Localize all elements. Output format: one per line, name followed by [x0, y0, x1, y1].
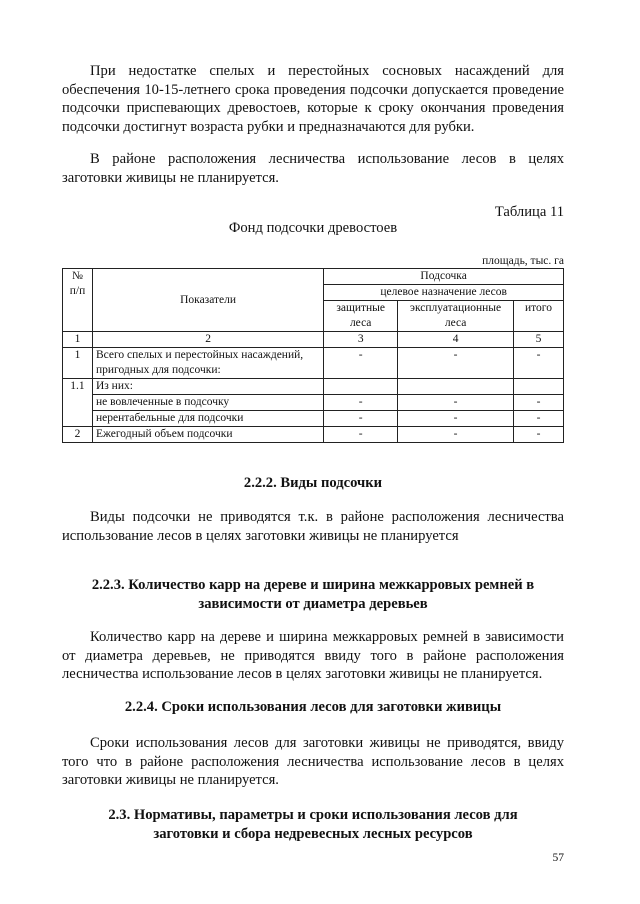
index-cell: 4 — [398, 332, 514, 348]
row-name: Ежегодный объем подсочки — [92, 427, 323, 443]
row-name: Из них: — [92, 379, 323, 395]
table-label: Таблица 11 — [494, 204, 564, 220]
section-text-2-2-4: Сроки использования лесов для заготовки живицы не приводятся, ввиду того что в районе расположения лесничества использование лесов в целях заготовки живицы не планируется. — [62, 735, 564, 789]
row-operational: - — [398, 395, 514, 411]
row-name: нерентабельные для подсочки — [92, 411, 323, 427]
heading-line: 2.3. Нормативы, параметры и сроки использования лесов для — [108, 807, 518, 823]
table-header-row — [63, 269, 564, 285]
heading-line: зависимости от диаметра деревьев — [198, 595, 428, 612]
row-protective: - — [324, 395, 398, 411]
table-row — [63, 348, 564, 379]
row-name: Всего спелых и перестойных насаждений, пригодных для подсочки: — [92, 348, 323, 379]
row-operational: - — [398, 427, 514, 443]
row-protective: - — [324, 427, 398, 443]
row-operational: - — [398, 348, 514, 379]
row-total: - — [514, 348, 564, 379]
index-cell: 1 — [63, 332, 93, 348]
paragraph-tapping-shortage: При недостатке спелых и перестойных сосновых насаждений для обеспечения 10-15-летнего срока проведения подсочки допускается проведение подсочки приспевающих древостоев, которые к сроку окончания проведения подсочки достигнут возраста рубки и предназначаются для рубки. — [62, 63, 564, 135]
header-operational: эксплуатационные леса — [398, 301, 514, 332]
paragraph-no-resin-plans: В районе расположения лесничества использование лесов в целях заготовки живицы не планируется. — [62, 151, 564, 186]
table-row — [63, 411, 564, 427]
section-text-2-2-3: Количество карр на дереве и ширина межкарровых ремней в зависимости от диаметра деревьев, не приводятся ввиду того в районе расположения лесничества использование лесов в целях заготовки живицы не планируется. — [62, 629, 564, 683]
heading-line: заготовки и сбора недревесных лесных ресурсов — [153, 825, 473, 842]
row-total: - — [514, 427, 564, 443]
section-heading-2-2-4: 2.2.4. Сроки использования лесов для заготовки живицы — [124, 699, 502, 715]
row-num: 1.1 — [63, 379, 93, 427]
index-cell: 2 — [92, 332, 323, 348]
index-cell: 3 — [324, 332, 398, 348]
header-indicators: Показатели — [92, 269, 323, 332]
row-total: - — [514, 395, 564, 411]
section-text-2-2-2: Виды подсочки не приводятся т.к. в районе расположения лесничества использование лесов в целях заготовки живицы не планируется — [62, 509, 564, 544]
row-name: не вовлеченные в подсочку — [92, 395, 323, 411]
table-title: Фонд подсочки древостоев — [228, 220, 398, 236]
row-operational — [398, 379, 514, 395]
table-row — [63, 395, 564, 411]
table-row — [63, 427, 564, 443]
heading-line: 2.2.3. Количество карр на дереве и ширина межкарровых ремней в — [91, 577, 535, 593]
table-unit: площадь, тыс. га — [482, 255, 564, 267]
header-tapping: Подсочка — [324, 269, 564, 285]
row-num: 2 — [63, 427, 93, 443]
index-cell: 5 — [514, 332, 564, 348]
header-protective: защитные леса — [324, 301, 398, 332]
page-number: 57 — [552, 852, 564, 864]
header-purpose: целевое назначение лесов — [324, 285, 564, 301]
section-heading-2-2-2: 2.2.2. Виды подсочки — [243, 475, 383, 491]
table-index-row — [63, 332, 564, 348]
row-num: 1 — [63, 348, 93, 379]
tapping-fund-table — [62, 268, 564, 443]
section-heading-2-3 — [62, 806, 564, 843]
row-protective: - — [324, 411, 398, 427]
header-num: № п/п — [63, 269, 93, 332]
section-heading-2-2-3 — [62, 576, 564, 613]
row-operational: - — [398, 411, 514, 427]
row-protective — [324, 379, 398, 395]
row-total: - — [514, 411, 564, 427]
table-row — [63, 379, 564, 395]
row-protective: - — [324, 348, 398, 379]
header-total: итого — [514, 301, 564, 332]
row-total — [514, 379, 564, 395]
